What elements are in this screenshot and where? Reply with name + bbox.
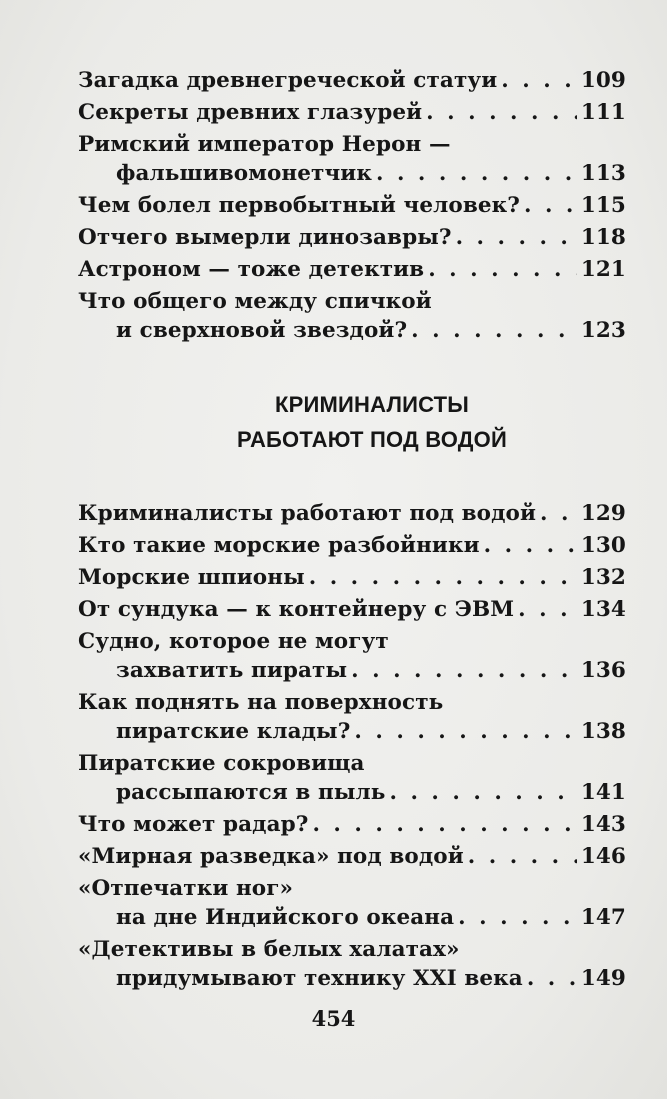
dot-leader [458,903,577,932]
toc-entry [78,255,626,284]
toc-entry-title: «Детективы в белых халатах» [78,937,460,962]
toc-page-number: 138 [580,719,626,744]
toc-entry-line [78,874,626,903]
toc-entry-line [78,903,626,932]
dot-leader [351,656,577,685]
toc-entry-title: Астроном — тоже детектив [78,257,425,282]
toc-entry-line [78,935,626,964]
toc-entry-title: «Мирная разведка» под водой [78,844,464,869]
dot-leader [312,810,576,839]
toc-entry-line [78,717,626,746]
dot-leader [426,98,577,127]
toc-entry [78,749,626,807]
toc-entry-title: Морские шпионы [78,565,305,590]
toc-entry [78,595,626,624]
toc-entry-line [78,287,626,316]
section-heading-line: РАБОТАЮТ ПОД ВОДОЙ [237,427,507,452]
toc-page-number: 143 [580,812,626,837]
page-number: 454 [311,1006,356,1031]
toc-entry-title: пиратские клады? [116,719,351,744]
toc-entry-title: Судно, которое не могут [78,629,389,654]
dot-leader [428,255,577,284]
dot-leader [518,595,577,624]
toc-entry-title: Кто такие морские разбойники [78,533,480,558]
toc-entry-line [78,98,626,127]
dot-leader [524,191,577,220]
dot-leader [456,223,577,252]
toc-page-number: 118 [580,225,626,250]
toc-entry-title: Загадка древнегреческой статуи [78,68,498,93]
toc-entry-line [78,656,626,685]
dot-leader [411,316,577,345]
toc-entry-line [78,627,626,656]
toc-entry-line [78,191,626,220]
section-heading-line: КРИМИНАЛИСТЫ [274,392,470,417]
toc-entry-title: придумывают технику XXI века [116,966,523,991]
toc-entry-title: Криминалисты работают под водой [78,501,537,526]
dot-leader [309,563,577,592]
toc-entry [78,688,626,746]
toc-entry [78,810,626,839]
dot-leader [527,964,577,993]
toc-entry-title: Секреты древних глазурей [78,100,423,125]
toc-page-number: 147 [580,905,626,930]
toc-entry-title: Как поднять на поверхность [78,690,444,715]
toc-entry-title: «Отпечатки ног» [78,876,294,901]
toc-entry-line [78,159,626,188]
toc-entry [78,874,626,932]
toc-entry-title: и сверхновой звездой? [116,318,408,343]
toc-entry-title: фальшивомонетчик [116,161,372,186]
toc-entry [78,627,626,685]
section-heading [78,387,626,457]
toc-page-number: 136 [580,658,626,683]
toc-page-number: 141 [580,780,626,805]
toc-entry-line [78,563,626,592]
toc-entry-title: на дне Индийского океана [116,905,455,930]
toc-entry-title: Чем болел первобытный человек? [78,193,520,218]
toc-entry-line [78,749,626,778]
toc-page-number: 130 [580,533,626,558]
toc-entry-line [78,499,626,528]
toc-entry-title: От сундука — к контейнеру с ЭВМ [78,597,515,622]
toc-entry [78,130,626,188]
toc-page-number: 129 [580,501,626,526]
toc-entry-line [78,531,626,560]
toc-entry-line [78,964,626,993]
toc-page-number: 134 [580,597,626,622]
toc-entry [78,499,626,528]
toc-entry-line [78,778,626,807]
toc-entry-title: Отчего вымерли динозавры? [78,225,452,250]
toc-page-number: 121 [580,257,626,282]
dot-leader [376,159,577,188]
toc-entry [78,842,626,871]
toc-entry-title: Что может радар? [78,812,309,837]
toc-entry [78,935,626,993]
toc-page-number: 113 [580,161,626,186]
toc-entry [78,563,626,592]
dot-leader [540,499,577,528]
toc-entry [78,66,626,95]
toc-page-number: 115 [580,193,626,218]
dot-leader [501,66,577,95]
toc-entry-title: Римский император Нерон — [78,132,451,157]
toc-entry-line [78,130,626,159]
toc-entry-line [78,688,626,717]
toc-entry-title: захватить пираты [116,658,348,683]
toc-entry-title: Пиратские сокровища [78,751,365,776]
toc-page-number: 132 [580,565,626,590]
toc-page-number: 111 [580,100,626,125]
toc-page-number: 123 [580,318,626,343]
dot-leader [468,842,577,871]
toc-entry-title: Что общего между спичкой [78,289,432,314]
toc-entry-line [78,66,626,95]
dot-leader [354,717,576,746]
toc-entry [78,223,626,252]
toc-page-number: 149 [580,966,626,991]
toc-entry [78,287,626,345]
toc-page-number: 109 [580,68,626,93]
toc-entry-line [78,255,626,284]
table-of-contents [78,66,626,996]
dot-leader [389,778,576,807]
toc-entry-line [78,223,626,252]
dot-leader [484,531,577,560]
toc-entry-line [78,316,626,345]
toc-page-number: 146 [580,844,626,869]
toc-entry-line [78,842,626,871]
toc-entry-title: рассыпаются в пыль [116,780,386,805]
toc-entry-line [78,595,626,624]
toc-entry-line [78,810,626,839]
toc-entry [78,191,626,220]
toc-entry [78,98,626,127]
toc-entry [78,531,626,560]
